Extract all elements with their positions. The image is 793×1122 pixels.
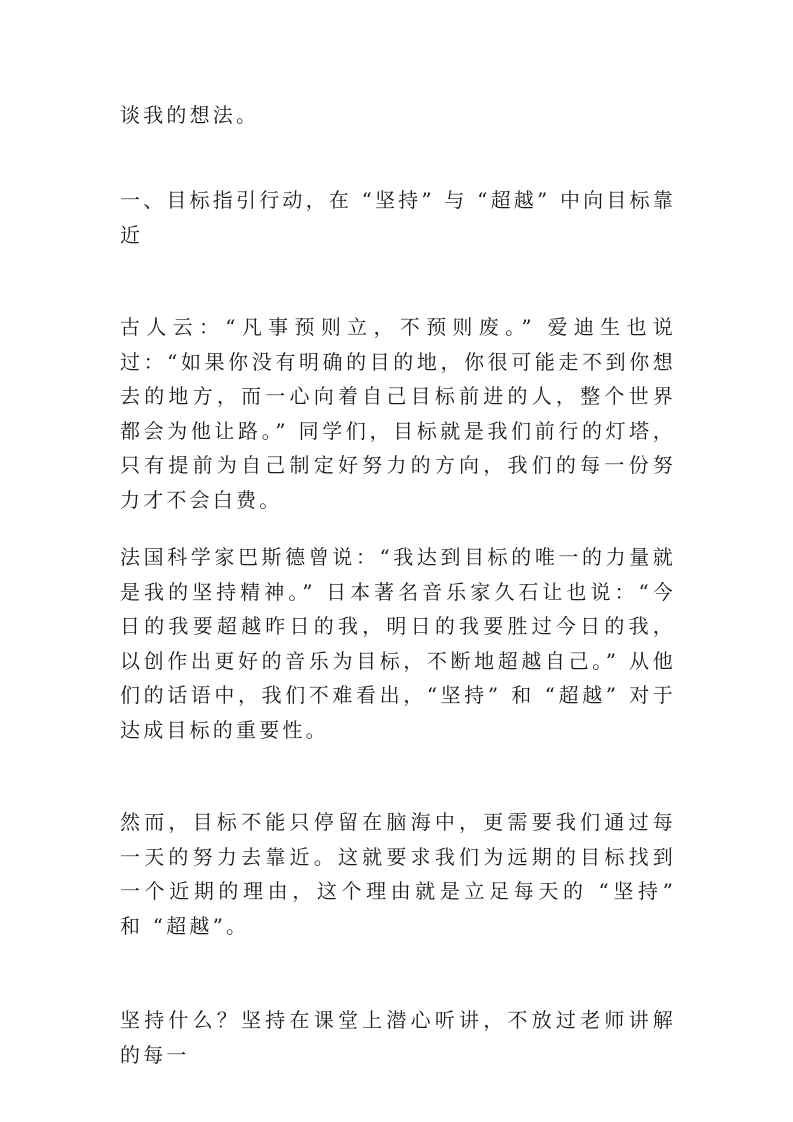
paragraph-daily-effort: 然而，目标不能只停留在脑海中，更需要我们通过每一天的努力去靠近。这就要求我们为远期的目标找到一个近期的理由，这个理由就是立足每天的 “坚持” 和 “超越”。 — [120, 810, 676, 938]
section-heading-1: 一、目标指引行动，在 “坚持” 与 “超越” 中向目标靠近 — [120, 188, 676, 247]
paragraph-intro-ending: 谈我的想法。 — [120, 103, 260, 127]
paragraph-quotes-goals: 古人云：“凡事预则立，不预则废。” 爱迪生也说过：“如果你没有明确的目的地，你很可能走不到你想去的地方，而一心向着自己目标前进的人，整个世界都会为他让路。” 同学们，目标就是我们前行的灯塔，只有提前为自己制定好努力的方向，我们的每一份努力才不会白费。 — [120, 315, 676, 512]
paragraph-what-to-persist: 坚持什么？坚持在课堂上潜心听讲，不放过老师讲解的每一 — [120, 1008, 676, 1067]
paragraph-quotes-persistence: 法国科学家巴斯德曾说：“我达到目标的唯一的力量就是我的坚持精神。” 日本著名音乐家久石让也说：“今日的我要超越昨日的我，明日的我要胜过今日的我，以创作出更好的音乐为目标，不断地超越自己。” 从他们的话语中，我们不难看出，“坚持” 和 “超越” 对于达成目标的重要性。 — [120, 545, 676, 742]
